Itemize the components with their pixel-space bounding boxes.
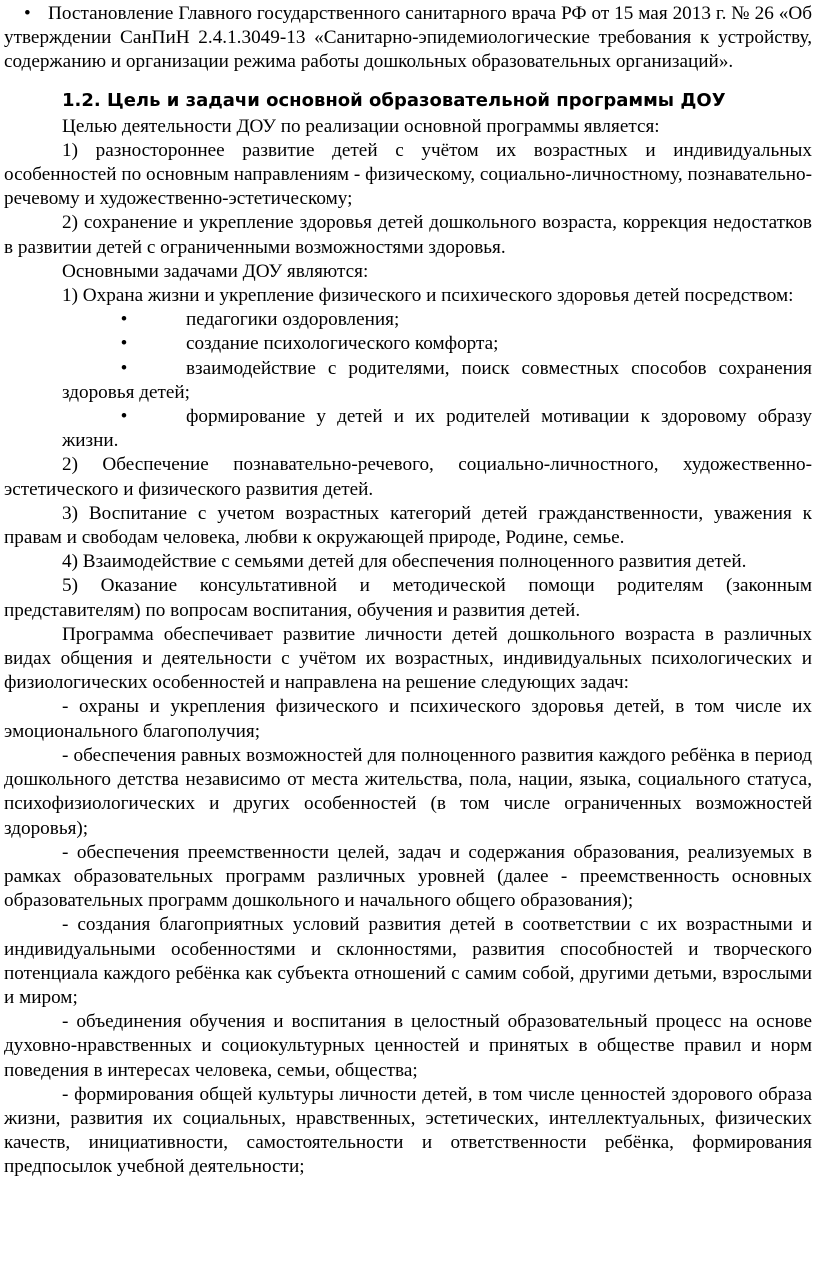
task-item-4: 4) Взаимодействие с семьями детей для обеспечения полноценного развития детей. [62, 551, 747, 573]
tasks-intro: Основными задачами ДОУ являются: [62, 260, 369, 282]
task-1-subitem [4, 405, 812, 453]
task-item-1: 1) Охрана жизни и укрепление физического и психического здоровья детей посредством: [62, 285, 794, 307]
intro-bullet-text: Постановление Главного государственного санитарного врача РФ от 15 мая 2013 г. № 26 «Об утверждении СанПиН 2.4.1.3049-13 «Санитарно-эпидемиологические требования к устройству, содержанию и организации режима работы дошкольных образовательных организаций». [4, 3, 812, 73]
bullet-marker: • [120, 357, 128, 379]
program-task: - формирования общей культуры личности детей, в том числе ценностей здорового образа жизни, развития их социальных, нравственных, эстетических, интеллектуальных, физических качеств, инициативности, самостоятельности и ответственности ребёнка, формирования предпосылок учебной деятельности; [4, 1083, 812, 1178]
bullet-marker: • [120, 309, 128, 331]
goal-item-2: 2) сохранение и укрепление здоровья детей дошкольного возраста, коррекция недостатков в развитии детей с ограниченными возможностями здоровья. [4, 212, 812, 258]
program-task: - охраны и укрепления физического и психического здоровья детей, в том числе их эмоционального благополучия; [4, 696, 812, 742]
program-task: - обеспечения преемственности целей, задач и содержания образования, реализуемых в рамках образовательных программ различных уровней (далее - преемственность основных образовательных программ дошкольного и начального общего образования); [4, 841, 812, 912]
task-1-subitem-text: создание психологического комфорта; [186, 333, 499, 355]
intro-bullet-paragraph [4, 2, 812, 75]
goal-item-1: 1) разностороннее развитие детей с учётом их возрастных и индивидуальных особенностей по основным направлениям - физическому, социально-личностному, познавательно-речевому и художественно-эстетическому; [4, 139, 812, 210]
task-1-subitem [4, 332, 812, 356]
task-1-subitem-text: педагогики оздоровления; [186, 309, 400, 331]
task-1-subitem [4, 357, 812, 405]
task-1-subitem-text: формирование у детей и их родителей мотивации к здоровому образу жизни. [62, 406, 812, 452]
program-task: - обеспечения равных возможностей для полноценного развития каждого ребёнка в период дошкольного детства независимо от места жительства, пола, нации, языка, социального статуса, психофизиологических и других особенностей (в том числе ограниченных возможностей здоровья); [4, 744, 812, 839]
task-item-5: 5) Оказание консультативной и методической помощи родителям (законным представителям) по вопросам воспитания, обучения и развития детей. [4, 575, 812, 621]
goal-intro: Целью деятельности ДОУ по реализации основной программы является: [62, 115, 660, 137]
task-1-subitem [4, 308, 812, 332]
section-heading: 1.2. Цель и задачи основной образовательной программы ДОУ [62, 89, 726, 111]
task-item-2: 2) Обеспечение познавательно-речевого, социально-личностного, художественно-эстетического и физического развития детей. [4, 454, 812, 500]
program-task: - объединения обучения и воспитания в целостный образовательный процесс на основе духовно-нравственных и социокультурных ценностей и принятых в обществе правил и норм поведения в интересах человека, семьи, общества; [4, 1011, 812, 1081]
bullet-marker: • [120, 406, 128, 428]
program-intro: Программа обеспечивает развитие личности детей дошкольного возраста в различных видах общения и деятельности с учётом их возрастных, индивидуальных психологических и физиологических особенностей и направлена на решение следующих задач: [4, 623, 812, 694]
task-item-3: 3) Воспитание с учетом возрастных категорий детей гражданственности, уважения к правам и свободам человека, любви к окружающей природе, Родине, семье. [4, 502, 812, 549]
bullet-marker: • [24, 3, 31, 24]
bullet-marker: • [120, 333, 128, 355]
task-1-subitem-text: взаимодействие с родителями, поиск совместных способов сохранения здоровья детей; [62, 357, 812, 403]
program-task: - создания благоприятных условий развития детей в соответствии с их возрастными и индивидуальными особенностями и склонностями, развития способностей и творческого потенциала каждого ребёнка как субъекта отношений с самим собой, другими детьми, взрослыми и миром; [4, 914, 812, 1008]
